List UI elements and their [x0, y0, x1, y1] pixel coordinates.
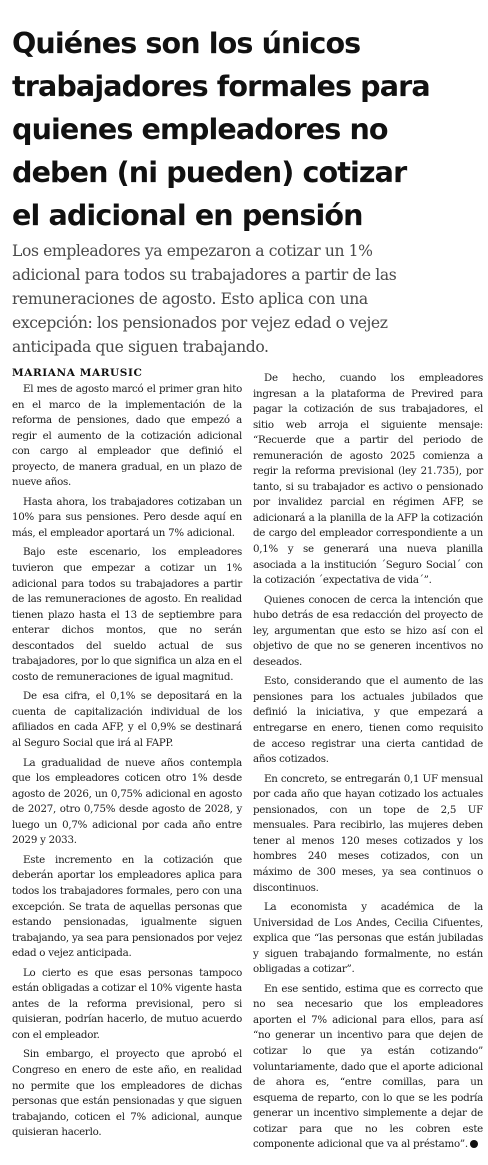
headline-line: Quiénes son los únicos	[12, 26, 361, 60]
summary-line: remuneraciones de agosto. Esto aplica con una	[12, 290, 368, 308]
body-paragraph: La economista y académica de la Universidad de Los Andes, Cecilia Cifuentes, explica que “las personas que están jubiladas y siguen trabajando formalmente, no están obligadas a cotizar”.	[253, 901, 483, 976]
headline-line: deben (ni pueden) cotizar	[12, 155, 407, 189]
body-paragraph: De hecho, cuando los empleadores ingresan a la plataforma de Previred para pagar la cotización de sus trabajadores, el sitio web arroja el siguiente mensaje: “Recuerde que a partir del periodo de remuneración de agosto 2025 comienza a regir la reforma previsional (ley 21.735), por tanto, si su trabajador es activo o pensionado por invalidez parcial en régimen AFP, se adicionará a la planilla de la AFP la cotización de cargo del empleador correspondiente a un 0,1% y se generará una nueva planilla asociada a la institución ´Seguro Social´ con la cotización ´expectativa de vida´”.	[253, 372, 483, 587]
summary-line: excepción: los pensionados por vejez edad o vejez	[12, 314, 388, 332]
article-summary	[12, 239, 480, 359]
body-paragraph: Sin embargo, el proyecto que aprobó el Congreso en enero de este año, en realidad no permite que los empleadores de dichas personas que están pensionadas y que siguen trabajando, coticen el 7% adicional, aunque quisieran hacerlo.	[12, 1048, 242, 1139]
headline-line: trabajadores formales para	[12, 69, 430, 103]
body-paragraph: Este incremento en la cotización que deberán aportar los empleadores aplica para todos los trabajadores formales, pero con una excepción. Se trata de aquellas personas que estando pensionadas, igualmente siguen trabajando, ya sea para pensionados por vejez edad o vejez anticipada.	[12, 853, 242, 960]
summary-line: Los empleadores ya empezaron a cotizar un 1%	[12, 242, 373, 260]
body-paragraph: Quienes conocen de cerca la intención que hubo detrás de esa redacción del proyecto de ley, argumentan que esto se hizo así con el objetivo de que no se generen incentivos no deseados.	[253, 593, 483, 668]
body-paragraph: En concreto, se entregarán 0,1 UF mensual por cada año que hayan cotizado los actuales pensionados, con un tope de 2,5 UF mensuales. Para recibirlo, las mujeres deben tener al menos 120 meses cotizados y los hombres 240 meses cotizados, con un máximo de 300 meses, ya sea continuos o discontinuos.	[253, 772, 483, 894]
body-paragraph: Lo cierto es que esas personas tampoco están obligadas a cotizar el 10% vigente hasta antes de la reforma previsional, pero si quisieran, podrían hacerlo, de mutuo acuerdo con el empleador.	[12, 966, 243, 1041]
headline	[12, 22, 482, 237]
body-paragraph-final	[253, 982, 483, 1153]
final-paragraph-text: En ese sentido, estima que es correcto que no sea necesario que los empleadores aporten el 7% adicional para ellos, para así “no generar un incentivo para que dejen de cotizar lo que ya están cotizando” voluntariamente, dado que el aporte adicional de ahora es, “entre comillas, para un esquema de reparto, con lo que se les podría generar un incentivo simplemente a dejar de cotizar para que no les cobren este componente adicional que va al préstamo”.	[253, 982, 483, 1151]
body-paragraph: Hasta ahora, los trabajadores cotizaban un 10% para sus pensiones. Pero desde aquí en más, el empleador aportará un 7% adicional.	[12, 495, 242, 539]
body-paragraph: El mes de agosto marcó el primer gran hito en el marco de la implementación de la reforma de pensiones, dado que empezó a regir el aumento de la cotización adicional con cargo al empleador que definió el proyecto, de manera gradual, en un plazo de nueve años.	[12, 383, 242, 489]
headline-line: quienes empleadores no	[12, 112, 388, 146]
summary-line: adicional para todos su trabajadores a partir de las	[12, 266, 397, 284]
body-paragraph: Bajo este escenario, los empleadores tuvieron que empezar a cotizar un 1% adicional para todos su trabajadores a partir de las remuneraciones de agosto. En realidad tienen plazo hasta el 13 de septiembre para enterar dichos montos, que no serán descontados del sueldo actual de sus trabajadores, por lo que significa un alza en el costo de remuneraciones de igual magnitud.	[12, 546, 242, 683]
body-column-left	[12, 366, 242, 1145]
body-column-right	[253, 371, 483, 1157]
body-paragraph: Esto, considerando que el aumento de las pensiones para los actuales jubilados que definió la iniciativa, y que empezará a entregarse en enero, tienen como requisito de acceso registrar una cierta cantidad de años cotizados.	[253, 675, 483, 766]
body-paragraph: De esa cifra, el 0,1% se depositará en la cuenta de capitalización individual de los afiliados en cada AFP, y el 0,9% se destinará al Seguro Social que irá al FAPP.	[12, 690, 242, 750]
end-of-article-icon	[470, 1140, 478, 1148]
headline-line: el adicional en pensión	[12, 198, 363, 232]
body-paragraph: La gradualidad de nueve años contempla que los empleadores coticen otro 1% desde agosto de 2026, un 0,75% adicional en agosto de 2027, otro 0,75% desde agosto de 2028, y luego un 0,7% adicional por cada año entre 2029 y 2033.	[12, 756, 242, 847]
author-byline: MARIANA MARUSIC	[12, 367, 143, 379]
summary-line: anticipada que siguen trabajando.	[12, 338, 269, 356]
